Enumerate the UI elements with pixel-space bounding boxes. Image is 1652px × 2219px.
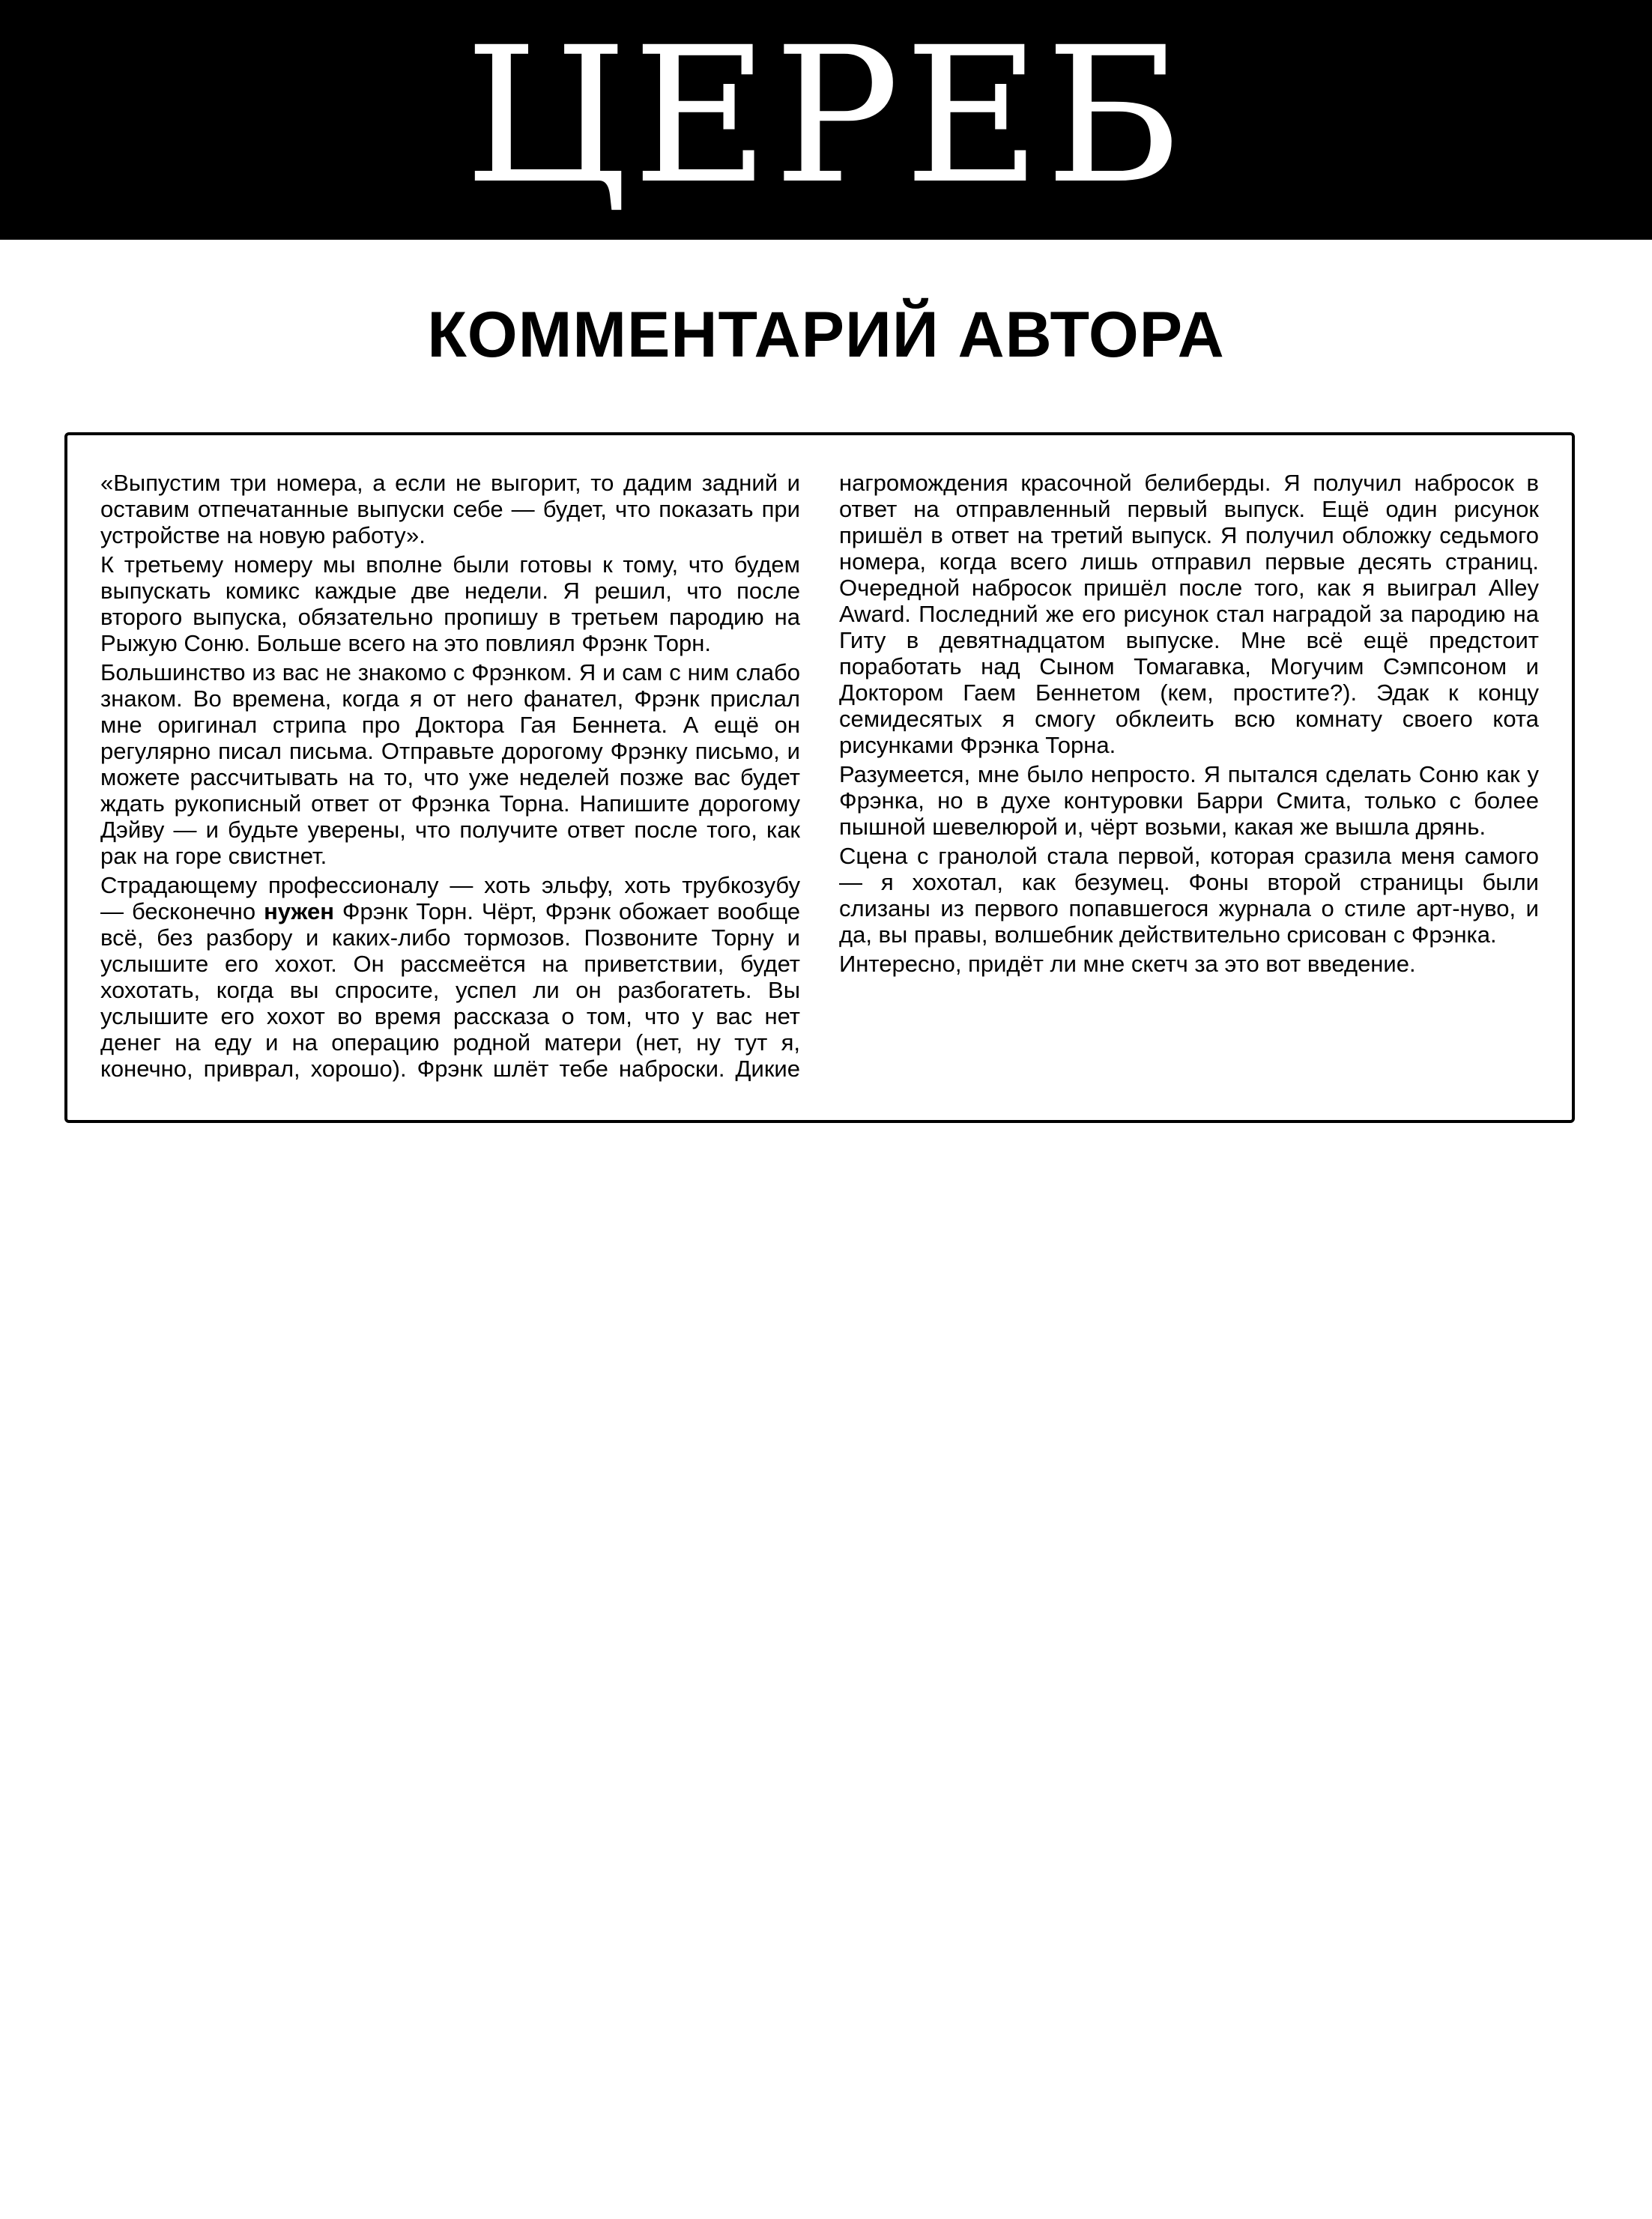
- paragraph-5: Разумеется, мне было непросто. Я пытался сделать Соню как у Фрэнка, но в духе контуровки Барри Смита, только с более пышной шевелюрой и, чёрт возьми, какая же вышла дрянь.: [839, 761, 1539, 840]
- paragraph-3: Большинство из вас не знакомо с Фрэнком. Я и сам с ним слабо знаком. Во времена, когда я от него фанател, Фрэнк прислал мне оригинал стрипа про Доктора Гая Беннета. А ещё он регулярно писал письма. Отправьте дорогому Фрэнку письмо, и можете рассчитывать на то, что уже неделей позже вас будет ждать рукописный ответ от Фрэнка Торна. Напишите дорогому Дэйву — и будьте уверены, что получите ответ после того, как рак на горе свистнет.: [100, 659, 800, 869]
- paragraph-6: Сцена с гранолой стала первой, которая сразила меня самого — я хохотал, как безумец. Фоны второй страницы были слизаны из первого попавшегося журнала о стиле арт-нуво, и да, вы правы, волшебник действительно срисован с Фрэнка.: [839, 843, 1539, 948]
- paragraph-2: К третьему номеру мы вполне были готовы к тому, что будем выпускать комикс каждые две недели. Я решил, что после второго выпуска, обязательно пропишу в третьем пародию на Рыжую Соню. Больше всего на это повлиял Фрэнк Торн.: [100, 551, 800, 656]
- paragraph-4-after: Фрэнк Торн. Чёрт, Фрэнк обожает вообще всё, без разбору и каких-либо тормозов. Позвоните Торну и услышите его хохот. Он рассмеётся на приветствии, будет хохотать, когда вы спросите, успел ли он разбогатеть. Вы услышите его хохот во время рассказа о том, что у вас нет денег на еду и на операцию родной матери (нет, ну тут я, конечно, приврал, хорошо). Фрэнк шлёт тебе наброски. Дикие нагромождения красочной белиберды. Я получил набросок в ответ на отправленный первый выпуск. Ещё один рисунок пришёл в ответ на третий выпуск. Я получил обложку седьмого номера, когда всего лишь отправил первые десять страниц. Очередной набросок пришёл после того, как я выиграл Alley Award. Последний же его рисунок стал наградой за пародию на Гиту в девятнадцатом выпуске. Мне всё ещё предстоит поработать над Сыном Томагавка, Могучим Сэмпсоном и Доктором Гаем Беннетом (кем, простите?). Эдак к концу семидесятых я смогу обклеить всю комнату своего кота рисунками Фрэнка Торна.: [100, 470, 1539, 1082]
- paragraph-1: «Выпустим три номера, а если не выгорит, то дадим задний и оставим отпечатанные выпуски себе — будет, что показать при устройстве на новую работу».: [100, 470, 800, 548]
- page-title: КОММЕНТАРИЙ АВТОРА: [427, 299, 1225, 371]
- article-box: [64, 432, 1575, 1123]
- paragraph-7: Интересно, придёт ли мне скетч за это вот введение.: [839, 951, 1416, 977]
- paragraph-4-emphasis: нужен: [264, 898, 334, 924]
- masthead: [0, 0, 1652, 240]
- paragraph-4-before: Страдающему профессионалу — хоть эльфу, хоть трубкозубу — бесконечно: [100, 872, 800, 924]
- article-columns: [100, 470, 1539, 1096]
- logo: ЦЕРЕБ: [465, 7, 1187, 225]
